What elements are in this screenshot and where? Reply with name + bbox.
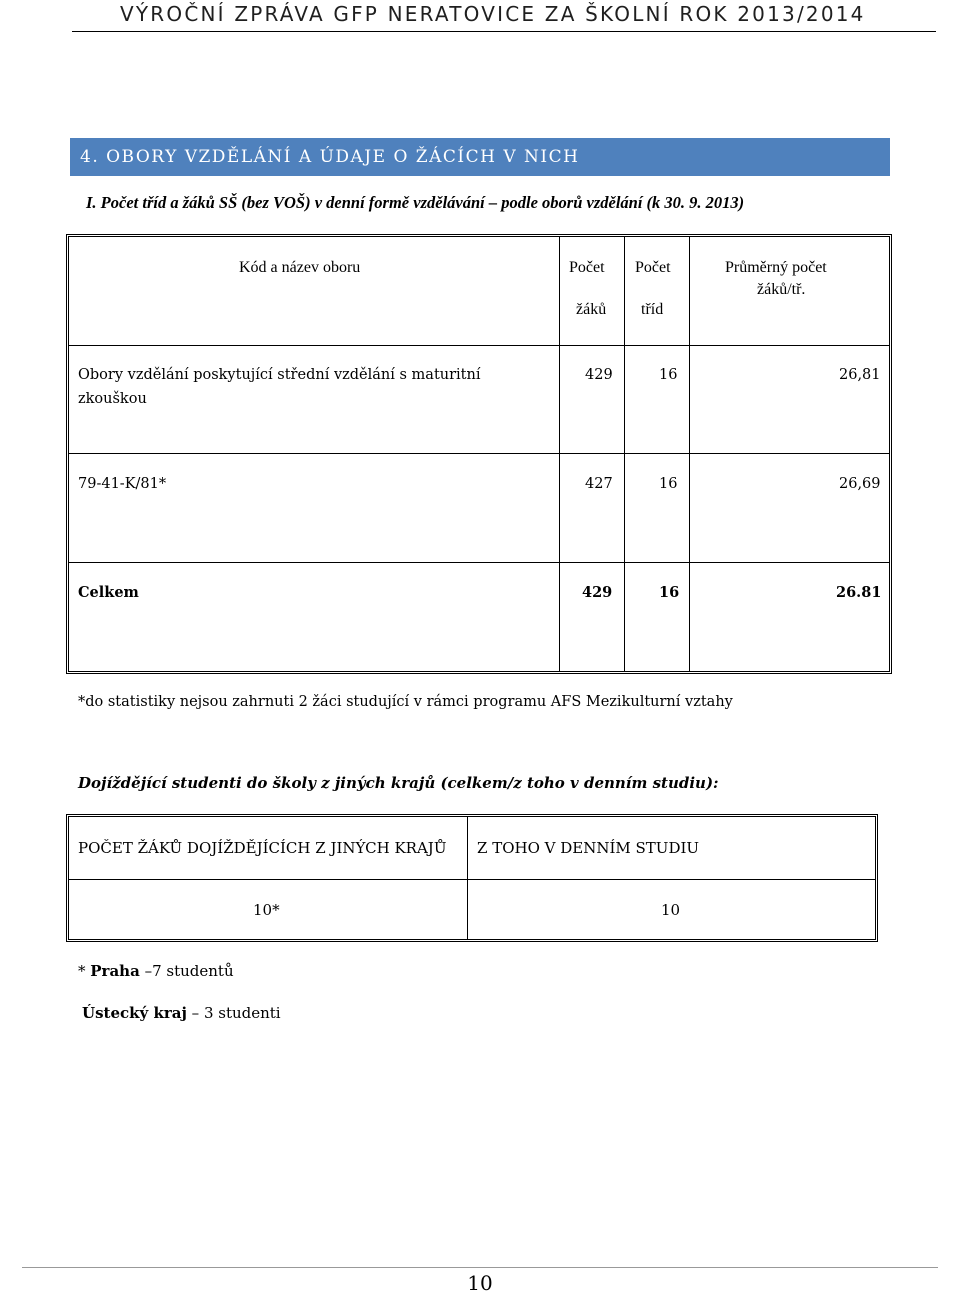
region-name: Praha [90, 962, 140, 980]
commuting-col2-header: Z TOHO V DENNÍM STUDIU [477, 839, 700, 857]
section-title-bar: 4. OBORY VZDĚLÁNÍ A ÚDAJE O ŽÁCÍCH V NICH [70, 138, 890, 176]
row-pupils: 429 [585, 367, 613, 383]
commuting-col2-value: 10 [661, 901, 681, 919]
row-divider [69, 879, 875, 880]
header-code-name: Kód a název oboru [239, 259, 361, 276]
header-classes-line1: Počet [635, 259, 671, 276]
row-pupils: 427 [585, 476, 613, 492]
row-average: 26,69 [839, 476, 881, 492]
region-detail: – 3 studenti [186, 1004, 281, 1022]
column-divider [689, 237, 690, 671]
students-classes-table [66, 234, 892, 674]
header-pupils-line1: Počet [569, 259, 605, 276]
column-divider [467, 817, 468, 939]
commuting-heading: Dojíždějící studenti do školy z jiných krajů (celkem/z toho v denním studiu): [78, 774, 719, 792]
total-classes: 16 [659, 584, 680, 601]
row-divider [69, 562, 889, 563]
commuting-col1-header: POČET ŽÁKŮ DOJÍŽDĚJÍCÍCH Z JINÝCH KRAJŮ [78, 839, 447, 857]
row-divider [69, 345, 889, 346]
row-classes: 16 [659, 367, 678, 383]
commuting-col1-value: 10* [253, 901, 280, 919]
header-pupils-line2: žáků [576, 301, 607, 318]
column-divider [624, 237, 625, 671]
row-average: 26,81 [839, 367, 881, 383]
page-number: 10 [467, 1271, 493, 1295]
region-detail: –7 studentů [139, 962, 234, 980]
region-name: Ústecký kraj [82, 1004, 187, 1022]
column-divider [559, 237, 560, 671]
row-name-line1: 79-41-K/81* [78, 476, 167, 492]
total-pupils: 429 [582, 584, 613, 601]
region-prefix: * [78, 962, 91, 980]
total-label: Celkem [78, 584, 139, 601]
header-average-line2: žáků/tř. [757, 281, 806, 298]
header-divider [72, 31, 936, 32]
row-name-line2: zkouškou [78, 391, 147, 407]
row-classes: 16 [659, 476, 678, 492]
footer-divider [22, 1267, 938, 1268]
total-average: 26.81 [836, 584, 882, 601]
commuting-students-table [66, 814, 878, 942]
row-name-line1: Obory vzdělání poskytující střední vzdělání s maturitní [78, 367, 481, 383]
region-ustecky [82, 1004, 281, 1022]
header-classes-line2: tříd [641, 301, 664, 318]
afs-footnote: *do statistiky nejsou zahrnuti 2 žáci studující v rámci programu AFS Mezikulturní vztahy [78, 694, 733, 710]
table-subtitle: I. Počet tříd a žáků SŠ (bez VOŠ) v denní formě vzdělávání – podle oborů vzdělání (k 30. 9. 2013) [86, 193, 745, 212]
row-divider [69, 453, 889, 454]
header-average-line1: Průměrný počet [725, 259, 827, 276]
region-praha [78, 962, 234, 980]
document-header-title: VÝROČNÍ ZPRÁVA GFP NERATOVICE ZA ŠKOLNÍ ROK 2013/2014 [120, 2, 866, 26]
